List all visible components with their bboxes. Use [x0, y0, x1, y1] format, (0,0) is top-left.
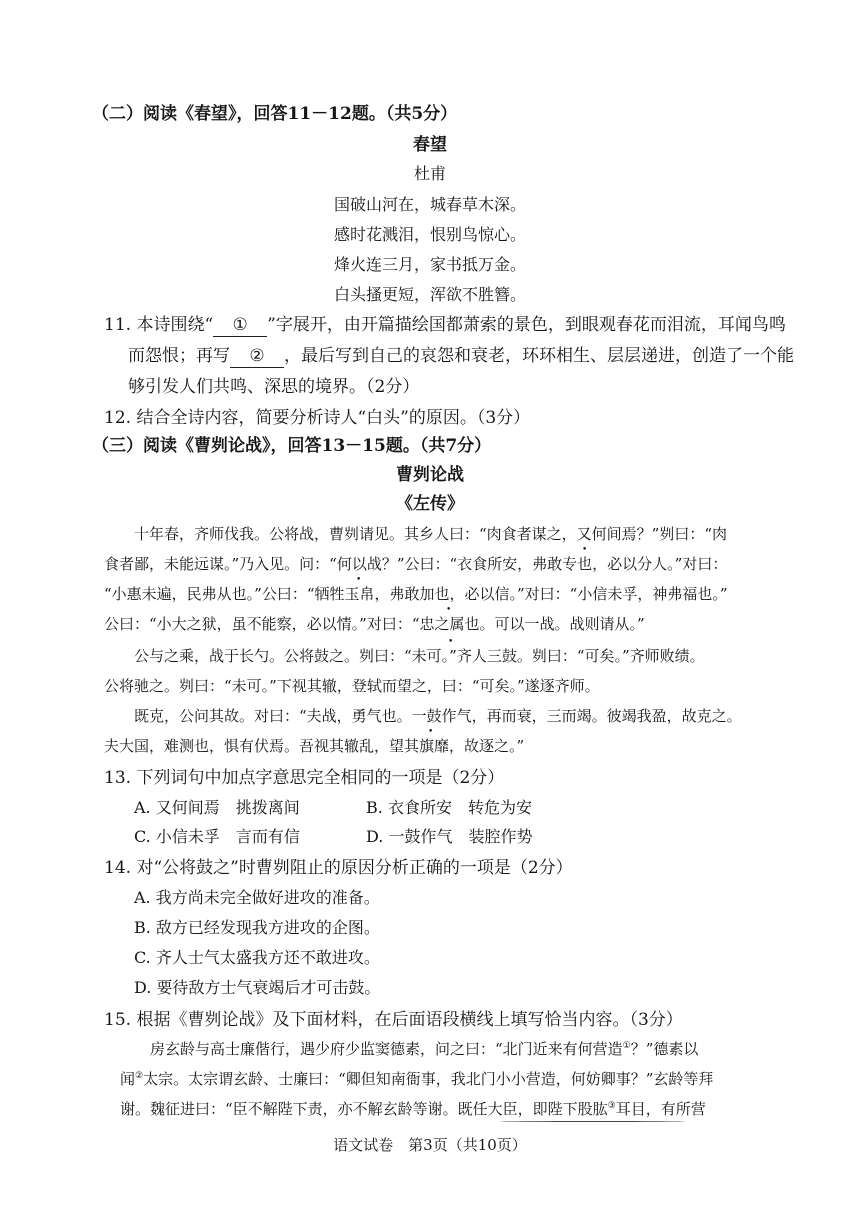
emphasis-dot: • — [582, 545, 588, 555]
question-11-line2: 而怨恨；再写 ② ，最后写到自己的哀怨和衰老，环环相生、层层递进，创造了一个能 — [128, 346, 794, 368]
material-line: 闻②太宗。太宗谓玄龄、士廉曰：“卿但知南衙事，我北门小小营造，何妨卿事？”玄龄等拜 — [120, 1070, 714, 1088]
passage-line: 公将驰之。刿曰：“未可。”下视其辙，登轼而望之，曰：“可矣。”遂逐齐师。 — [104, 677, 600, 695]
passage-source: 《左传》 — [396, 494, 464, 514]
footnote-mark: ③ — [607, 1101, 616, 1111]
option-13-D[interactable]: D. 一鼓作气 装腔作势 — [366, 827, 533, 846]
option-14-B[interactable]: B. 敌方已经发现我方进攻的企图。 — [134, 918, 380, 937]
footnote-mark: ② — [135, 1071, 144, 1081]
question-number: 12. — [104, 408, 132, 428]
question-number: 14. — [104, 858, 132, 878]
material-line: 谢。魏征进曰：“臣不解陛下责，亦不解玄龄等谢。既任大臣，即陛下股肱③耳目，有所营 — [120, 1100, 706, 1118]
question-14: 14. 对“公将鼓之”时曹刿阻止的原因分析正确的一项是（2分） — [104, 858, 573, 878]
passage-line: 食者鄙，未能远谋。”乃入见。问：“何以战？”公曰：“衣食所安，弗敢专也，必以分人。”对曰： — [104, 555, 728, 573]
section3-header: （三）阅读《曹刿论战》，回答13－15题。（共7分） — [92, 436, 492, 456]
option-13-A[interactable]: A. 又何间焉 挑拨离间 — [134, 798, 300, 817]
passage-line: 夫大国，难测也，惧有伏焉。吾视其辙乱，望其旗靡，故逐之。” — [104, 737, 525, 755]
passage-line: 既克，公问其故。对曰：“夫战，勇气也。一鼓作气，再而衰，三而竭。彼竭我盈，故克之。 — [134, 707, 742, 725]
question-12: 12. 结合全诗内容，简要分析诗人“白头”的原因。（3分） — [104, 408, 531, 428]
option-13-C[interactable]: C. 小信未孚 言而有信 — [134, 827, 300, 846]
emphasis-dot: • — [428, 727, 434, 737]
question-11: 11. 本诗围绕“ ① ”字展开，由开篇描绘国都萧索的景色，到眼观春花而泪流，耳闻鸟鸣 — [104, 315, 786, 337]
material-line: 房玄龄与高士廉偕行，遇少府少监窦德素，问之曰：“北门近来有何营造①？”德素以 — [150, 1040, 699, 1058]
section2-header: （二）阅读《春望》，回答11－12题。（共5分） — [92, 104, 458, 124]
option-13-B[interactable]: B. 衣食所安 转危为安 — [366, 798, 532, 817]
option-14-C[interactable]: C. 齐人士气太盛我方还不敢进攻。 — [134, 948, 380, 967]
wavy-underline — [500, 1121, 685, 1122]
passage-title: 曹刿论战 — [396, 465, 464, 485]
poem-line: 白头搔更短，浑欲不胜簪。 — [333, 285, 526, 304]
answer-blank-1: ① — [213, 315, 267, 337]
footnote-mark: ① — [622, 1041, 631, 1051]
poem-title: 春望 — [413, 135, 447, 155]
poem-line: 烽火连三月，家书抵万金。 — [333, 255, 526, 274]
passage-line: 公与之乘，战于长勺。公将鼓之。刿曰：“未可。”齐人三鼓。刿曰：“可矣。”齐师败绩。 — [134, 647, 705, 665]
option-14-D[interactable]: D. 要待敌方士气衰竭后才可击鼓。 — [134, 978, 381, 997]
passage-line: 公曰：“小大之狱，虽不能察，必以情。”对曰：“忠之属也。可以一战。战则请从。” — [104, 615, 645, 633]
question-15: 15. 根据《曹刿论战》及下面材料，在后面语段横线上填写恰当内容。（3分） — [104, 1010, 683, 1030]
question-number: 15. — [104, 1010, 132, 1030]
emphasis-dot: • — [446, 605, 452, 615]
passage-line: “小惠未遍，民弗从也。”公曰：“牺牲玉帛，弗敢加也，必以信。”对曰：“小信未孚，神弗福也。” — [104, 585, 728, 603]
question-13: 13. 下列词句中加点字意思完全相同的一项是（2分） — [104, 768, 505, 788]
question-number: 11. — [104, 315, 132, 335]
question-number: 13. — [104, 768, 132, 788]
page-footer: 语文试卷 第3页（共10页） — [333, 1136, 527, 1154]
option-14-A[interactable]: A. 我方尚未完全做好进攻的准备。 — [134, 888, 380, 907]
answer-blank-2: ② — [230, 346, 284, 368]
poem-line: 国破山河在，城春草木深。 — [333, 195, 526, 214]
poem-author: 杜甫 — [413, 164, 446, 183]
question-11-line3: 够引发人们共鸣、深思的境界。（2分） — [128, 377, 420, 397]
passage-line: 十年春，齐师伐我。公将战，曹刿请见。其乡人曰：“肉食者谋之，又何间焉？”刿曰：“肉 — [134, 525, 728, 543]
poem-line: 感时花溅泪，恨别鸟惊心。 — [333, 225, 526, 244]
emphasis-dot: • — [448, 637, 454, 647]
emphasis-dot: • — [356, 575, 362, 585]
